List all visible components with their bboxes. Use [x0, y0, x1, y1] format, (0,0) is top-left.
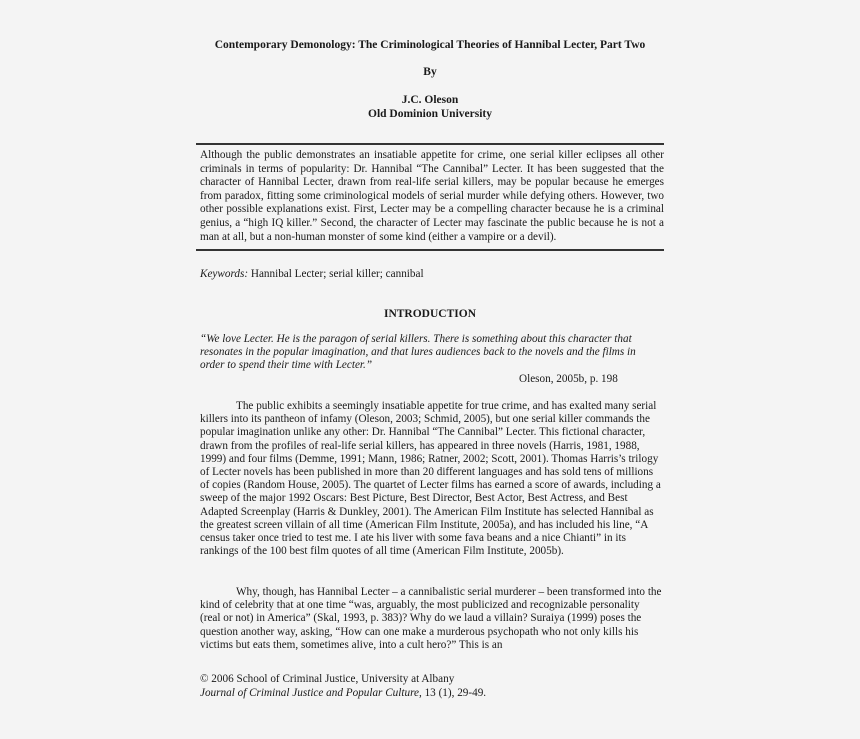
author-affiliation: Old Dominion University: [368, 108, 492, 120]
author-name: J.C. Oleson: [401, 94, 459, 106]
body-paragraph-2: Why, though, has Hannibal Lecter – a cannibalistic serial murderer – been transformed into the kind of celebrity that at one time “was, arguably, the most publicized and recognizable personality (real or not) in America” (Skal, 1993, p. 383)? Why do we laud a villain? Suraiya (1999) poses the question another way, asking, “How can one make a murderous psychopath who not only kills his victims but eats them, sometimes alive, into a cult hero?” This is an: [200, 586, 662, 651]
keywords-value: Hannibal Lecter; serial killer; cannibal: [250, 268, 424, 280]
page-footer: [200, 672, 486, 700]
epigraph-quote: “We love Lecter. He is the paragon of serial killers. There is something about this character that resonates in the popular imagination, and that lures audiences back to the novels and the films in order to spend their time with Lecter.”: [200, 333, 636, 372]
epigraph-source: Oleson, 2005b, p. 198: [519, 373, 618, 385]
keywords-label: Keywords:: [200, 268, 249, 280]
body-paragraph-1: The public exhibits a seemingly insatiable appetite for true crime, and has exalted many serial killers into its pantheon of infamy (Oleson, 2003; Schmid, 2005), but one serial killer commands the popular imagination unlike any other: Dr. Hannibal “The Cannibal” Lecter. This fictional character, drawn from the profiles of real-life serial killers, has appeared in three novels (Harris, 1981, 1988, 1999) and four films (Demme, 1991; Mann, 1986; Ratner, 2002; Scott, 2001). Thomas Harris’s trilogy of Lecter novels has been published in more than 20 different languages and has sold tens of millions of copies (Random House, 2005). The quartet of Lecter films has earned a score of awards, including a sweep of the major 1992 Oscars: Best Picture, Best Director, Best Actor, Best Actress, and Best Adapted Screenplay (Harris & Dunkley, 2001). The American Film Institute has selected Hannibal as the greatest screen villain of all time (American Film Institute, 2005a), and has included his line, “A census taker once tried to test me. I ate his liver with some fava beans and a nice Chianti” in its rankings of the 100 best film quotes of all time (American Film Institute, 2005b).: [200, 400, 661, 558]
abstract-box: Although the public demonstrates an insatiable appetite for crime, one serial killer eclipses all other criminals in terms of popularity: Dr. Hannibal “The Cannibal” Lecter. It has been suggested that the character of Hannibal Lecter, drawn from real-life serial killers, may be popular because he emerges from paradox, fitting some criminological models of serial murder while defying others. However, two other possible explanations exist. First, Lecter may be a compelling character because he is a criminal genius, a “high IQ killer.” Second, the character of Lecter may fascinate the public because he is not a man at all, but a non-human monster of some kind (either a vampire or a devil).: [196, 143, 664, 251]
keywords-line: [200, 268, 424, 280]
byline: By: [423, 66, 437, 78]
journal-citation: [200, 686, 486, 700]
paper-title: Contemporary Demonology: The Criminological Theories of Hannibal Lecter, Part Two: [214, 39, 646, 51]
journal-name: Journal of Criminal Justice and Popular Culture,: [200, 687, 422, 699]
copyright-line: © 2006 School of Criminal Justice, University at Albany: [200, 673, 455, 685]
section-heading-introduction: INTRODUCTION: [383, 308, 476, 320]
journal-volume-pages: 13 (1), 29-49.: [421, 687, 487, 699]
